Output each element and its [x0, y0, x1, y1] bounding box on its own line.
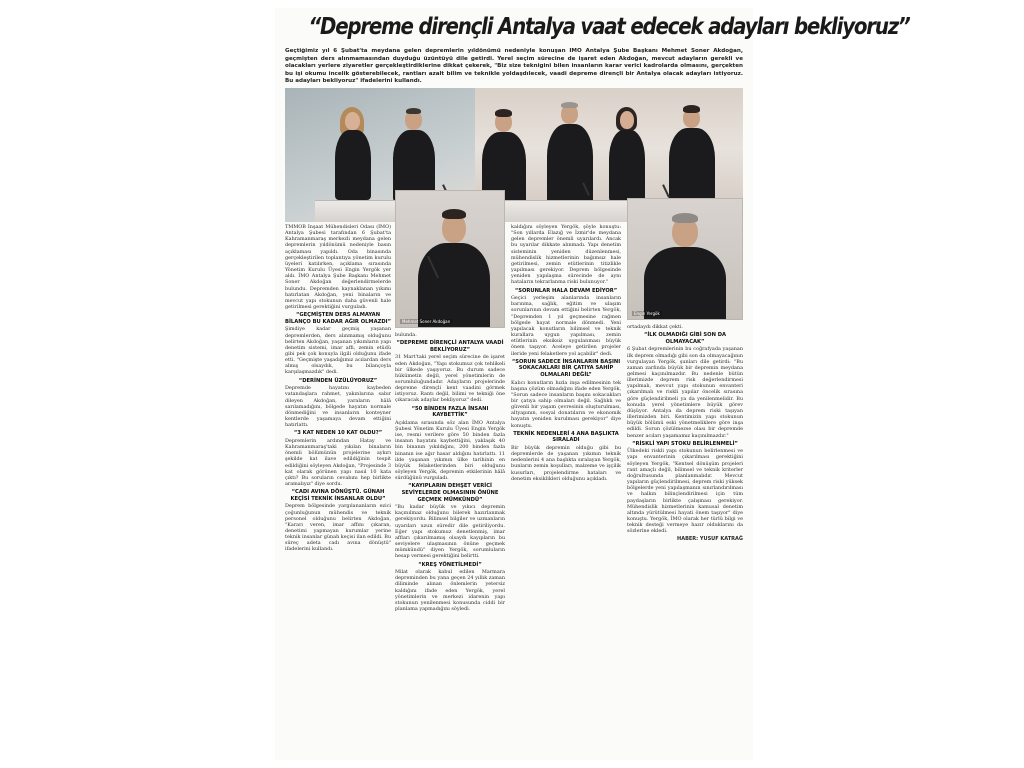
subheading: “KAYIPLARIN DEHŞET VERİCİ SEVİYELERDE OLMASININ ÖNÜNE GEÇMEK MÜMKÜNDÜ” [401, 483, 499, 503]
paragraph: Geçici yerleşim alanlarında insanların barınma, sağlık, eğitim ve ulaşım sorunlarının devam ettiğini belirten Yergök, "Depremden 1 yıl geçmesine rağmen bölgede hayat normale dönmedi. Yeni yapılacak konutların bilimsel ve teknik kurallara uygun yapılması, zemin etütlerinin eksiksiz uygulanması büyük önem taşıyor. Aceleye getirilen projeler ileride yeni felaketlere yol açabilir" dedi. [511, 295, 621, 357]
paragraph: kaldığını söyleyen Yergök, şöyle konuştu: "Son yıllarda Elazığ ve İzmir'de meydana gelen depremler önemli uyarılardı. Ancak bu uyarılar dikkate alınmadı. Yapı denetim sisteminin yeniden düzenlenmesi, mühendislik hizmetlerinin bağımsız hale getirilmesi, zemin etütlerinin titizlikle yapılması gerekiyor. Deprem bölgesinde yeniden yapılaşma sürecinde de aynı hataların tekrarlanma riski bulunuyor." [511, 224, 621, 286]
subheading: “GEÇMİŞTEN DERS ALMAYAN BİLANÇO BU KADAR AĞIR OLMAZDI” [285, 312, 391, 325]
article-column-1 [285, 224, 391, 758]
subheading: “İLK OLMADIĞI GİBİ SON DA OLMAYACAK” [643, 332, 727, 345]
paragraph: Ülkedeki riskli yapı stokunun belirlenmesi ve yapı envanterinin çıkarılması gerektiğini söyleyen Yergök, "Kentsel dönüşüm projeleri rant amaçlı değil, bilimsel ve teknik kriterler doğrultusunda planlanmalıdır. Mevcut yapıların güçlendirilmesi, deprem riski yüksek bölgelerde yeni yapılaşmanın sınırlandırılması ve halkın bilinçlendirilmesi için tüm paydaşların birlikte çalışması gerekiyor. Mühendislik hizmetlerinin kamusal denetim altında yürütülmesi hayati önem taşıyor" diye konuştu. Yergök, İMO olarak her türlü bilgi ve teknik desteği vermeye hazır olduklarını da sözlerine ekledi. [627, 448, 743, 535]
portrait-photo-yergok [627, 198, 743, 320]
paragraph: 6 Şubat depremlerinin bu coğrafyada yaşanan ilk deprem olmadığı gibi son da olmayacağının vurgulayan Yergök, şunları dile getirdi: "Bu zaman zarfında büyük bir depremin meydana gelmesi kaçınılmazdır. Bu nedenle bütün illerimizde deprem risk değerlendirmesi yapılmalı, mevcut yapı stokunun envanteri çıkarılmalı ve riskli yapılar öncelik sırasına göre güçlendirilmeli ya da yenilenmelidir. Bu konuda yerel yönetimlere büyük görev düşüyor. Antalya da deprem riski taşıyan illerimizden biri. Kentimizin yapı stokunun büyük bölümü eski yönetmeliklere göre inşa edildi. Sorun çözülmezse olası bir depremde benzer acıları yaşamamız kaçınılmazdır." [627, 346, 743, 439]
paragraph: bulunda. [395, 332, 417, 338]
paragraph: Depremde hayatını kaybeden vatandaşlara rahmet, yakınlarına sabır dileyen Akdoğan, yaraların hâlâ sarılamadığını, bölgede hayatın normale dönmediğini ve insanların konteyner kentlerde yaşamaya devam ettiğini hatırlattı. [285, 385, 391, 429]
subheading: “RİSKLİ YAPI STOKU BELİRLENMELİ” [632, 440, 738, 447]
subheading: “SORUNLAR HALA DEVAM EDİYOR” [514, 287, 618, 294]
paragraph: Milat olarak kabul edilen Marmara depreminden bu yana geçen 24 yıllık zaman diliminde alınan önlemlerin yetersiz kaldığını ifade eden Yergök, yerel yönetimlerin ve merkezi idarenin yapı stokunun yenilenmesi konusunda ciddi bir planlama yapmadığını söyledi. [395, 569, 505, 613]
paragraph: Depremlerin ardından Hatay ve Kahramanmaraş'taki yıkılan binaların önemli bölümünün projelerine aykırı şekilde kat ilave edildiğinin tespit edildiğini söyleyen Akdoğan, "Projesinde 3 kat olarak görünen yapı nasıl 10 kata çıktı? Bu soruların cevabını hep birlikte aramalıyız" diye sordu. [285, 437, 391, 487]
article-lede: Geçtiğimiz yıl 6 Şubat'ta meydana gelen depremlerin yıldönümü nedeniyle konuşan İMO Antalya Şube Başkanı Mehmet Soner Akdoğan, geçmişten ders alınmamasından duyduğu üzüntüyü dile getirdi. Yerel seçim sürecine de işaret eden Akdoğan, mevcut adayların gerekli ve olacakları yerlere ziyaretler gerçekleştirdiklerine dikkat çekerek, "Biz size teknigini bilen insanların karar verici kadrolarda olmasını, gerçekten bu işi okumu incelik gösterebilecek, rantları azalt bilim ve teknikle yoldaşdılecek, vaadi depreme dirençli bir Antalya olacak adayları istiyoruz. Bu adayları bekliyoruz" ifadelerini kullandı. [285, 48, 743, 85]
paragraph: Açıklama sırasında söz alan İMO Antalya Şubesi Yönetim Kurulu Üyesi Engin Yergök ise, resmi verilere göre 50 binden fazla insanın hayatını kaybettiğini, yaklaşık 40 bin binanın yıkıldığını, 200 binden fazla binanın ise ağır hasar aldığını hatırlattı. 11 ilde yaşanan yıkımın ülke tarihinin en büyük felaketlerinden biri olduğunu söyleyen Yergök, depremin etkilerinin hâlâ sürdüğünü vurguladı. [395, 419, 505, 482]
subheading: “50 BİNDEN FAZLA İNSANI KAYBETTİK” [411, 405, 489, 419]
paragraph: Kalıcı konutların hızla inşa edilmesinin tek başına çözüm olmadığını ifade eden Yergök, "Sorun sadece insanların başını sokacakları bir çatıya sahip olmaları değil. Sağlıklı ve güvenli bir yaşam çevresinin oluşturulması, altyapının, sosyal donatıların ve ekonomik hayatın yeniden kurulması gerekiyor" diye konuştu. [511, 379, 621, 429]
photo-caption: Engin Yergök [634, 311, 660, 316]
subheading: TEKNİK NEDENLERİ 4 ANA BAŞLIKTA SIRALADI [513, 430, 619, 444]
article-byline: HABER: YUSUF KATRAĞ [677, 536, 743, 543]
portrait-photo-akdogan [395, 190, 505, 328]
article-column-2 [395, 332, 505, 758]
subheading: “DEPREME DİRENÇLİ ANTALYA VAADİ BEKLİYORUZ” [396, 340, 504, 353]
article-headline: “Depreme dirençli Antalya vaat edecek adayları bekliyoruz” [308, 14, 910, 40]
article-column-4 [627, 324, 743, 758]
photo-caption: Mehmet Soner Akdoğan [402, 319, 451, 324]
paragraph: 31 Mart'taki yerel seçim sürecine de işaret eden Akdoğan, "Yapı stokumuz çok tehlikeli bir ülkede yaşıyoruz. Bu durum sadece hükümetin değil, yerel yönetimlerin de sorumluluğundadır. Adayların projelerinde depreme dirençli kent vaadini görmek istiyoruz. Rantı değil, bilimi ve tekniği öne çıkaracak adaylar bekliyoruz" dedi. [395, 354, 505, 404]
paragraph: Şimdiye kadar geçmiş yaşanan depremlerden, ders alınmamış olduğunu belirten Akdoğan, yaşanan yıkımların yapı denetim sistemi, imar affı, zemin etüdü gibi pek çok konuyla ilgili olduğunu ifade etti. "Geçmişte yaşadığımız acılardan ders almış olsaydık, bu bilançoyla karşılaşmazdık" dedi. [285, 326, 391, 376]
newspaper-page [275, 8, 910, 760]
subheading: “KREŞ YÖNETİLMEDİ” [418, 561, 482, 568]
article-column-3 [511, 224, 621, 758]
paragraph: "Bu kadar büyük ve yıkıcı depremin kaçınılmaz olduğunu bilerek hazırlanmak gerekiyordu. Bilimsel bilgiler ve uzmanların uyarıları uzun süredir dile getiriliyordu. Eğer yapı stokumuz denetlenmiş, imar affları çıkarılmamış olsaydı kayıpların bu seviyelere ulaşmasının önüne geçmek mümkündü" diyen Yergök, sorumluların hesap vermesi gerektiğini belirtti. [395, 504, 505, 560]
paragraph: Deprem bölgesinde yargılananların ezici çoğunluğunun mühendis ve teknik personel olduğunu belirten Akdoğan, "Kararı veren, imar affını çıkaran, denetimi yapmayan kurumlar yerine teknik insanlar günah keçisi ilan edildi. Bu süreç adeta cadı avına dönüştü" ifadelerini kullandı. [285, 503, 391, 553]
paragraph: TMMOB İnşaat Mühendisleri Odası (İMO) Antalya Şubesi tarafından 6 Şubat'ta Kahramanmaraş merkezli meydana gelen depremlerin yıldönümü nedeniyle basın açıklaması yapıldı. Oda binasında gerçekleştirilen toplantıya yönetim kurulu üyeleri katılırken, açıklama sırasında Yönetim Kurulu Üyesi Engin Yergök yer aldı. İMO Antalya Şube Başkanı Mehmet Soner Akdoğan değerlendirmelerde bulundu. Depremden kaynaklanan yıkımı hatırlatan Akdoğan, yeni binaların ve mevcut yapı stokunun daha güvenli hale getirilmesi gerektiğini vurguladı. [285, 224, 391, 311]
subheading: “DERİNDEN ÜZÜLÜYORUZ” [298, 377, 378, 384]
subheading: “CADI AVINA DÖNÜŞTÜ. GÜNAH KEÇİSİ TEKNİK İNSANLAR OLDU” [290, 489, 386, 502]
paragraph: ortadaydı dikkat çekti. [627, 324, 683, 330]
subheading: “3 KAT NEDEN 10 KAT OLDU?” [293, 430, 383, 437]
paragraph: Bir büyük depremin olduğu gibi bu depremlerde de yaşanan yıkımın teknik nedenlerini 4 ana başlıkta sıralayan Yergök, bunların zemin koşulları, malzeme ve işçilik kusurları, projelendirme hataları ve denetim eksiklikleri olduğunu açıkladı. [511, 444, 621, 482]
subheading: “SORUN SADECE İNSANLARIN BAŞINI SOKACAKLARI BİR ÇATIYA SAHİP OLMALARI DEĞİL” [511, 358, 621, 378]
